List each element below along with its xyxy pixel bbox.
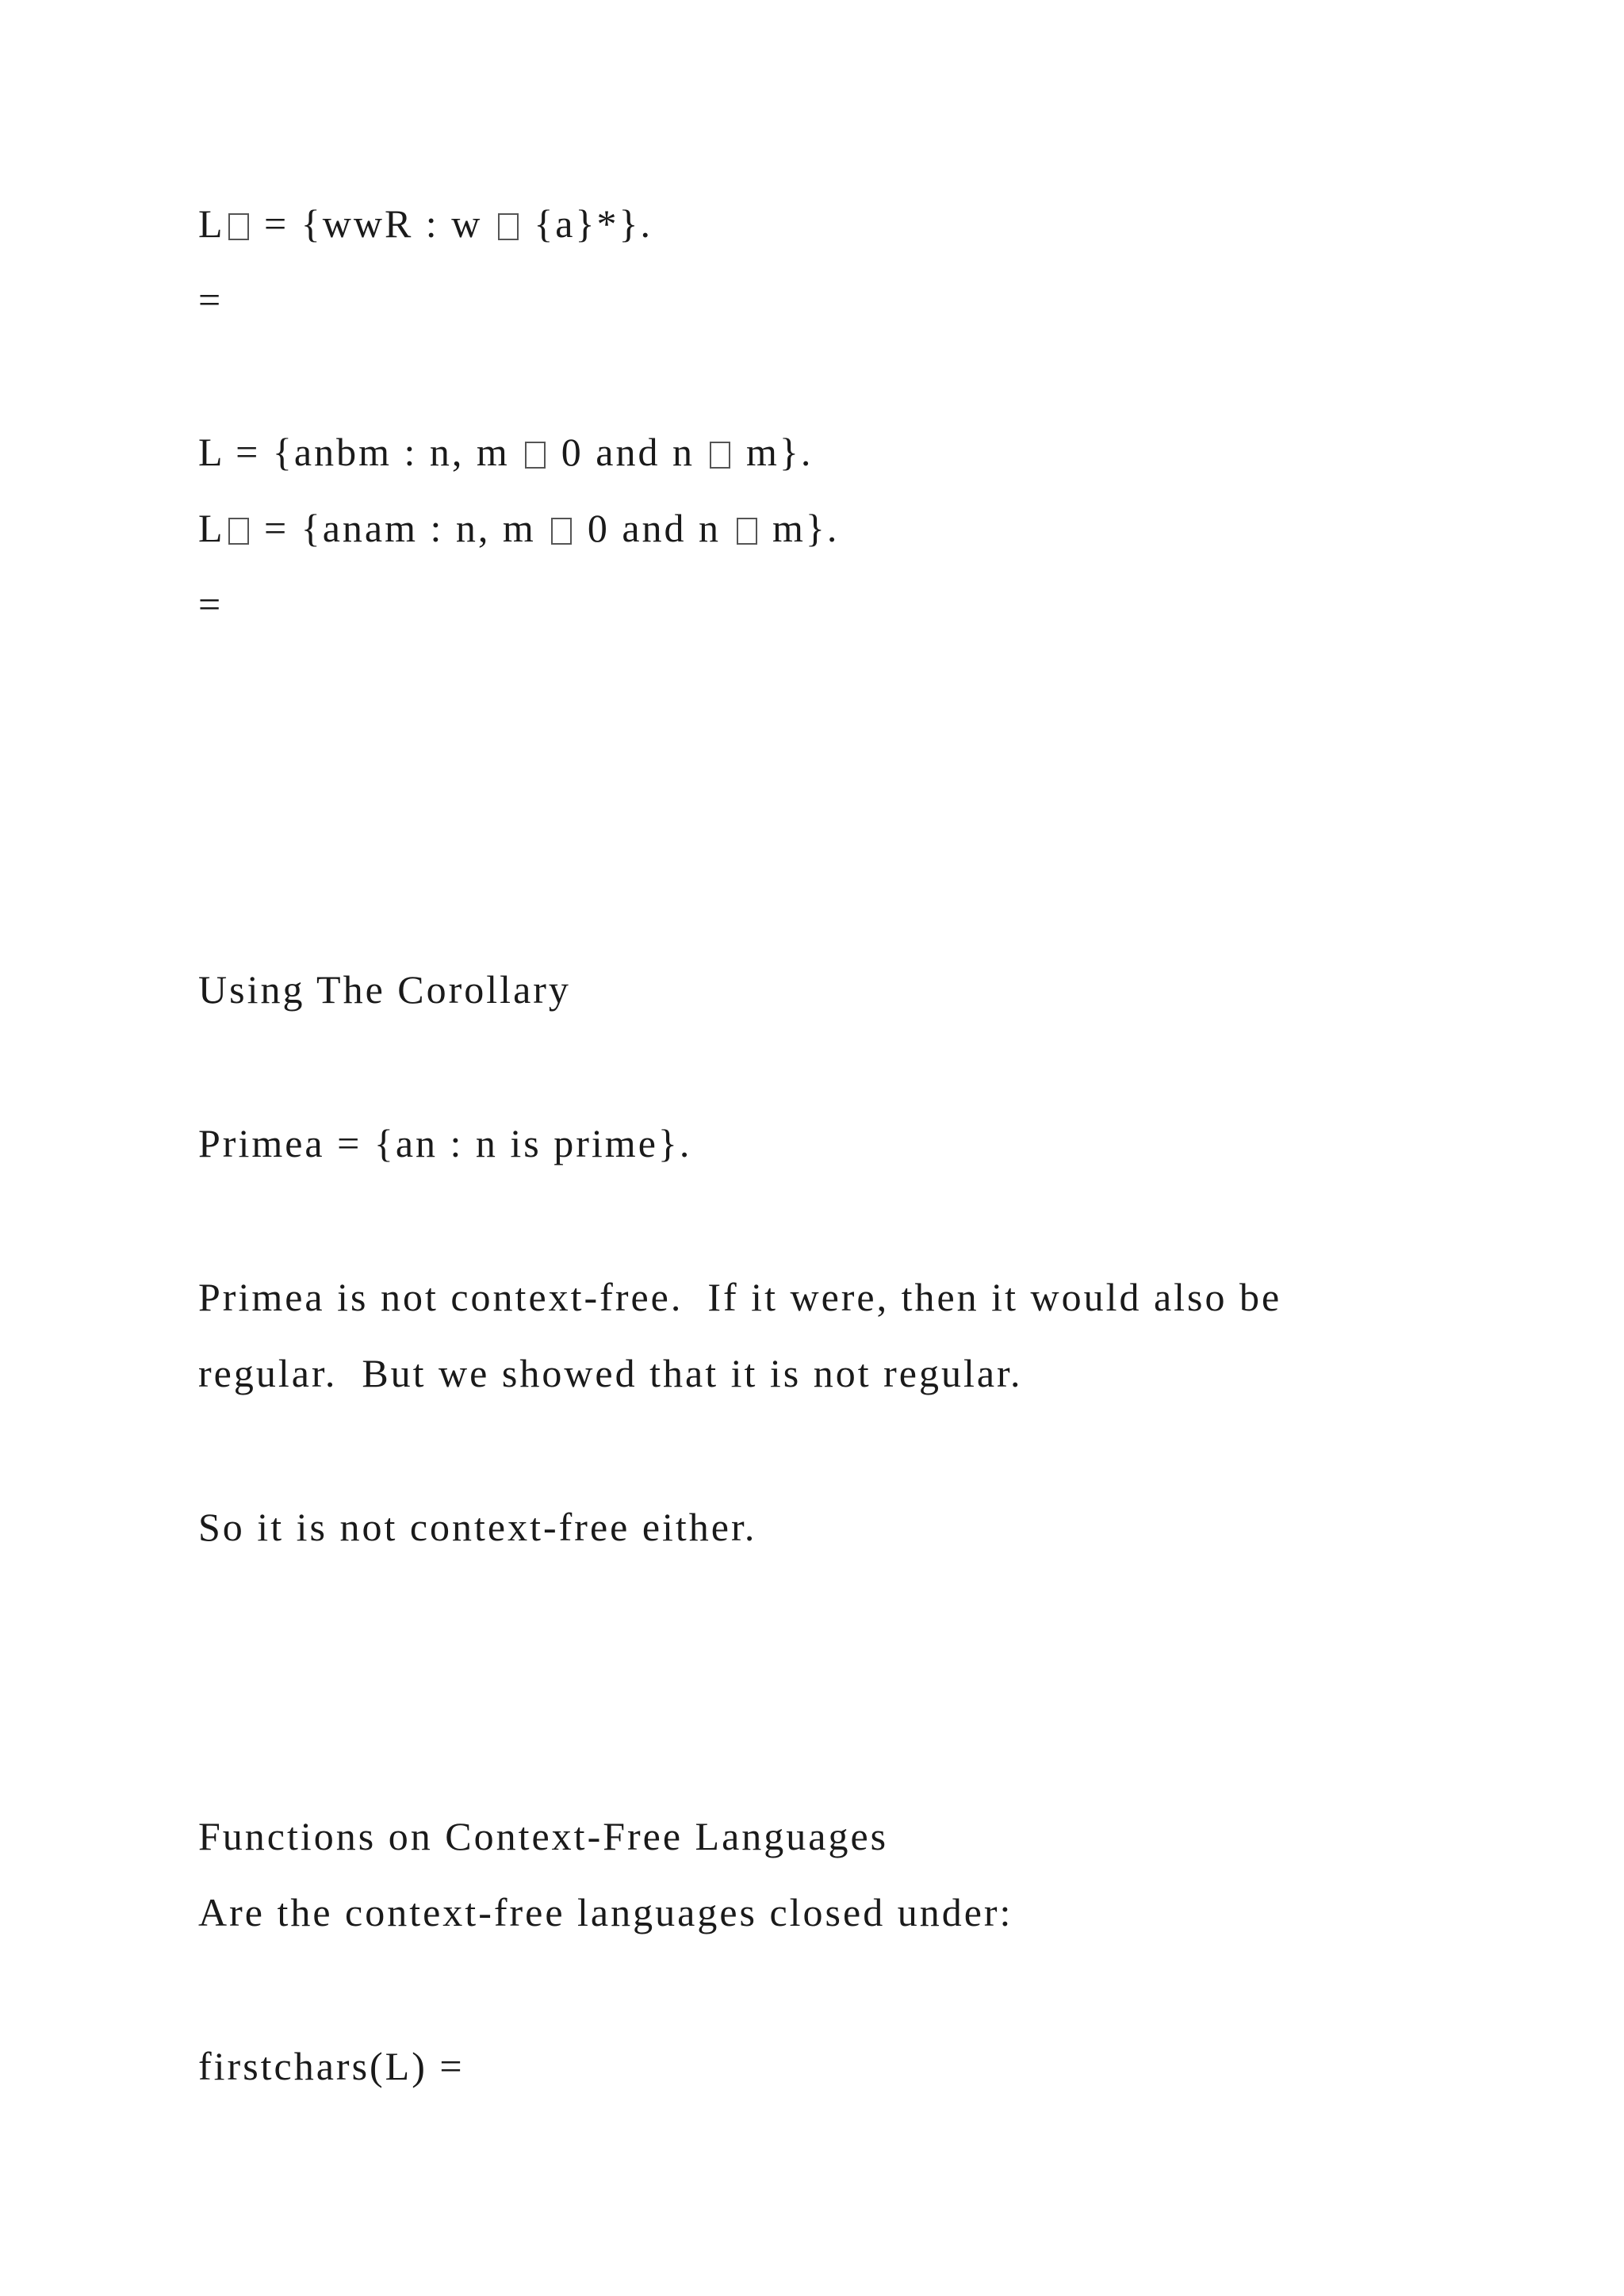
anbm-definition-line: L = {anbm : n, m 0 and n m}. [198,430,814,474]
primea-paragraph-line-2: regular. But we showed that it is not regular. [198,1351,1023,1395]
lreverse-definition-line: L = {wwR : w {a}*}. [198,201,653,246]
missing-glyph-icon [737,518,757,545]
firstchars-definition: firstchars(L) = [198,2044,465,2088]
missing-glyph-icon [525,442,546,469]
missing-glyph-icon [551,518,572,545]
section-heading-corollary: Using The Corollary [198,967,571,1012]
equals-line-1: = [198,277,224,322]
l-symbol: L [198,201,225,246]
primea-paragraph-line-1: Primea is not context-free. If it were, then it would also be [198,1275,1282,1319]
missing-glyph-icon [710,442,730,469]
missing-glyph-icon [228,518,249,545]
primea-paragraph-line-3: So it is not context-free either. [198,1505,757,1549]
missing-glyph-icon [228,213,249,240]
section-heading-functions: Functions on Context-Free Languages [198,1814,889,1858]
primea-definition: Primea = {an : n is prime}. [198,1121,692,1165]
anam-definition-line: L = {anam : n, m 0 and n m}. [198,506,840,550]
missing-glyph-icon [498,213,519,240]
closure-question: Are the context-free languages closed under: [198,1890,1013,1934]
equals-line-2: = [198,582,224,626]
